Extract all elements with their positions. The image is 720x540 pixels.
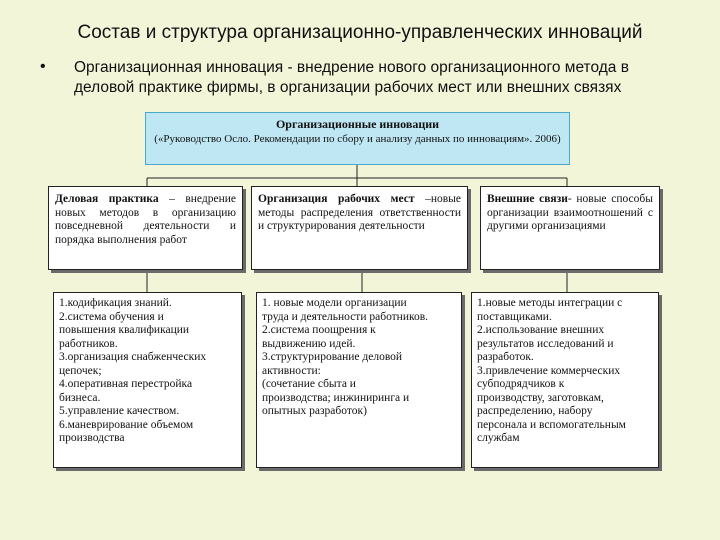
category-head: Внешние связи <box>487 193 568 205</box>
list-item: субподрядчиков к <box>477 378 565 390</box>
list-item: 6.маневрирование объемом <box>59 418 194 431</box>
category-head: Организация рабочих мест <box>258 193 415 205</box>
category-text: – внедрение новых методов в организацию повседневной деятельности и порядка выполнения работ <box>55 193 236 246</box>
org-innovations-box <box>145 112 570 165</box>
list-item: распределению, набору <box>477 405 593 417</box>
list-item: поставщиками. <box>477 310 552 323</box>
list-item: разработок. <box>477 351 534 363</box>
list-item: труда и деятельности работников. <box>262 310 429 323</box>
list-item: 1.новые методы интеграции с <box>477 297 623 309</box>
category-business-practice <box>48 186 243 270</box>
list-item: 1.кодификация знаний. <box>59 297 172 309</box>
list-item: бизнеса. <box>59 391 101 404</box>
list-item: результатов исследований и <box>477 337 614 350</box>
list-item: цепочек; <box>59 364 102 377</box>
list-item: 3.структурирование деловой <box>262 351 403 363</box>
list-item: производству, заготовкам, <box>477 391 604 404</box>
category-external-relations <box>480 186 660 270</box>
list-item: 5.управление качеством. <box>59 405 180 417</box>
list-item: активности: <box>262 364 321 377</box>
list-item: 3.привлечение коммерческих <box>477 364 621 377</box>
list-item: (сочетание сбыта и <box>262 378 356 390</box>
category-text: –новые методы распределения ответственности и структурирования деятельности <box>258 193 461 232</box>
page-title: Состав и структура организационно-управленческих инноваций <box>77 22 643 43</box>
list-item: службам <box>477 432 520 444</box>
list-item: персонала и вспомогательным <box>477 418 626 431</box>
list-external-relations <box>471 292 659 468</box>
list-item: 2.система поощрения к <box>262 324 376 336</box>
list-item: производства; инжиниринга и <box>262 391 410 404</box>
list-item: повышения квалификации <box>59 324 190 336</box>
list-item: 4.оперативная перестройка <box>59 378 193 390</box>
list-item: выдвижению идей. <box>262 337 356 350</box>
list-workplace-organization <box>256 292 462 468</box>
list-item: работников. <box>59 337 118 350</box>
bullet-symbol: • <box>40 58 46 75</box>
category-workplace-organization <box>251 186 468 270</box>
org-innovations-title: Организационные инновации <box>275 117 440 131</box>
category-head: Деловая практика <box>55 193 159 205</box>
list-item: 1. новые модели организации <box>262 297 407 309</box>
list-item: 3.организация снабженческих <box>59 351 207 363</box>
list-item: опытных разработок) <box>262 405 367 417</box>
category-text: - новые способы организации взаимоотношений с другими организациями <box>487 193 653 232</box>
list-business-practice <box>53 292 242 468</box>
list-item: 2.использование внешних <box>477 324 605 336</box>
list-item: производства <box>59 432 125 444</box>
org-innovations-source: («Руководство Осло. Рекомендации по сбору и анализу данных по инновациям». 2006) <box>154 132 561 145</box>
list-item: 2.система обучения и <box>59 310 164 323</box>
definition-text: Организационная инновация - внедрение нового организационного метода в деловой практике фирмы, в организации рабочих мест или внешних связях <box>74 59 629 96</box>
